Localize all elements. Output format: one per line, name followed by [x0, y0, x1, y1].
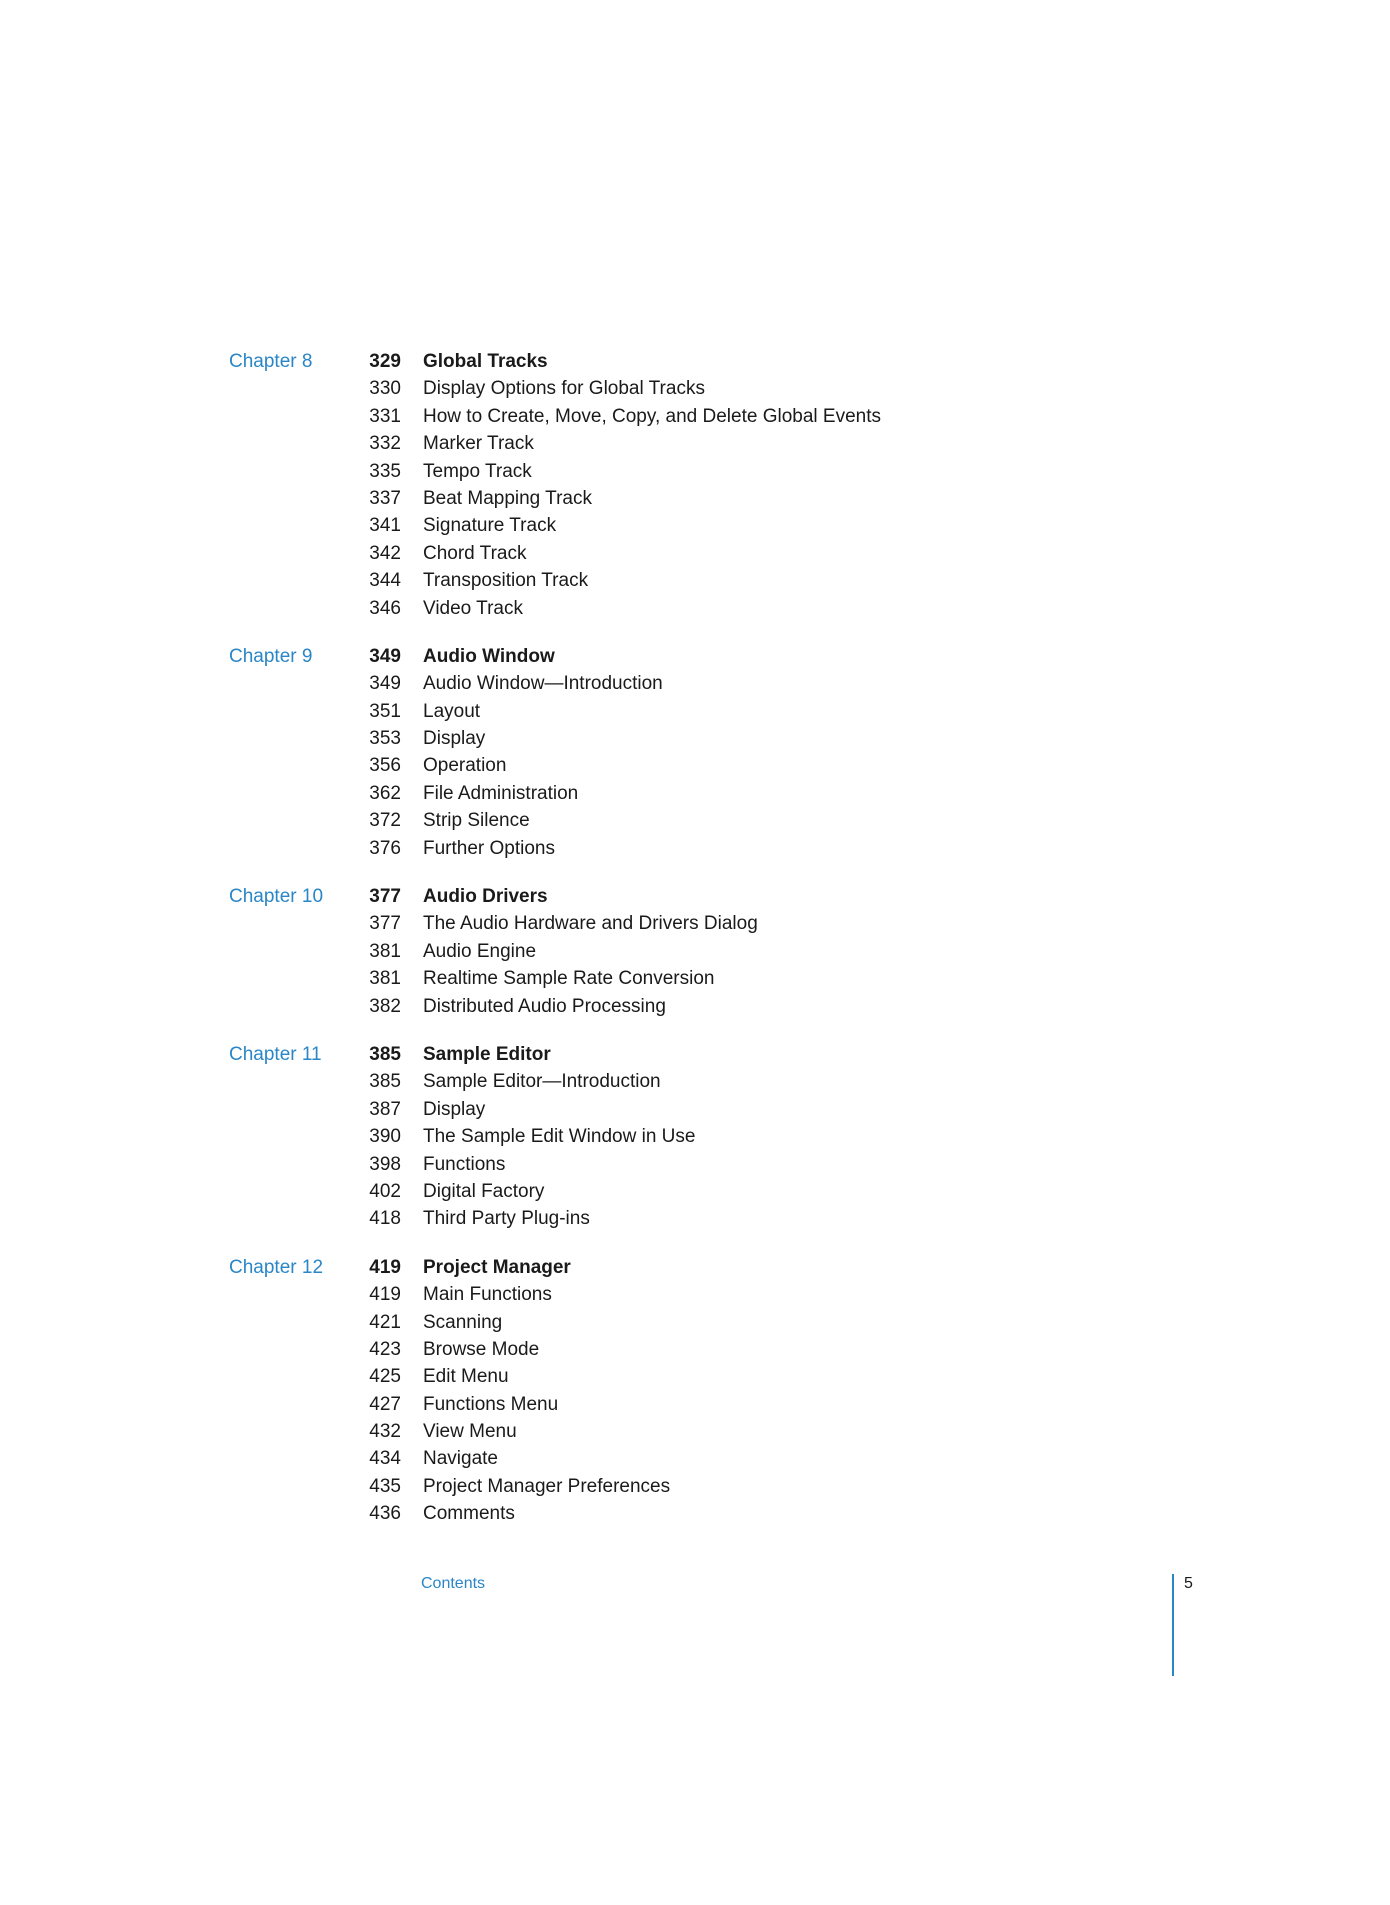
toc-entry[interactable]	[0, 1473, 1390, 1500]
entry-title: Audio Window—Introduction	[423, 673, 663, 695]
entry-page-number: 356	[369, 755, 401, 777]
toc-entry[interactable]	[0, 375, 1390, 402]
entry-page-number: 427	[369, 1393, 401, 1415]
entry-title: Functions Menu	[423, 1393, 559, 1415]
entry-title: Digital Factory	[423, 1180, 545, 1202]
entry-title: Layout	[423, 700, 481, 722]
entry-page-number: 342	[369, 542, 401, 564]
entry-title: Operation	[423, 755, 507, 777]
toc-entry[interactable]	[0, 670, 1390, 697]
toc-entry[interactable]	[0, 1391, 1390, 1418]
entry-page-number: 390	[369, 1126, 401, 1148]
chapter-label[interactable]: Chapter 12	[229, 1256, 324, 1278]
entry-page-number: 435	[369, 1475, 401, 1497]
entry-page-number: 351	[369, 700, 401, 722]
toc-entry[interactable]	[0, 1500, 1390, 1527]
entry-page-number: 331	[369, 405, 401, 427]
entry-page-number: 381	[369, 968, 401, 990]
entry-page-number: 425	[369, 1366, 401, 1388]
toc-entry[interactable]	[0, 1178, 1390, 1205]
entry-page-number: 332	[369, 433, 401, 455]
entry-page-number: 337	[369, 487, 401, 509]
toc-entry[interactable]	[0, 595, 1390, 622]
toc-entry[interactable]	[0, 938, 1390, 965]
entry-title: Further Options	[423, 837, 555, 859]
chapter-page-number: 377	[369, 886, 401, 908]
toc-entry[interactable]	[0, 993, 1390, 1020]
chapter-page-number: 349	[369, 645, 401, 667]
toc-entry[interactable]	[0, 1096, 1390, 1123]
chapter-label[interactable]: Chapter 9	[229, 645, 313, 667]
entry-title: Main Functions	[423, 1284, 552, 1306]
toc-entry[interactable]	[0, 910, 1390, 937]
entry-page-number: 421	[369, 1311, 401, 1333]
chapter-title: Project Manager	[423, 1256, 571, 1278]
chapter-page-number: 385	[369, 1043, 401, 1065]
toc-entry[interactable]	[0, 1281, 1390, 1308]
entry-title: Display	[423, 728, 486, 750]
toc-entry[interactable]	[0, 725, 1390, 752]
toc-entry[interactable]	[0, 512, 1390, 539]
chapter-block	[0, 883, 1390, 1020]
toc-entry[interactable]	[0, 485, 1390, 512]
entry-page-number: 382	[369, 995, 401, 1017]
entry-page-number: 418	[369, 1208, 401, 1230]
entry-page-number: 335	[369, 460, 401, 482]
entry-title: Browse Mode	[423, 1338, 540, 1360]
toc-entry[interactable]	[0, 1123, 1390, 1150]
entry-title: The Sample Edit Window in Use	[423, 1126, 696, 1148]
toc-entry[interactable]	[0, 1418, 1390, 1445]
toc-entry[interactable]	[0, 835, 1390, 862]
entry-title: The Audio Hardware and Drivers Dialog	[423, 913, 758, 935]
entry-page-number: 419	[369, 1284, 401, 1306]
chapter-block	[0, 1254, 1390, 1528]
chapter-page-number: 419	[369, 1256, 401, 1278]
entry-title: Sample Editor—Introduction	[423, 1071, 661, 1093]
chapter-heading-row[interactable]	[0, 348, 1390, 375]
entry-title: Display	[423, 1098, 486, 1120]
footer-divider	[1172, 1574, 1174, 1676]
entry-page-number: 432	[369, 1421, 401, 1443]
toc-entry[interactable]	[0, 965, 1390, 992]
entry-title: Strip Silence	[423, 810, 530, 832]
chapter-title: Audio Window	[423, 645, 555, 667]
entry-page-number: 423	[369, 1338, 401, 1360]
chapter-label[interactable]: Chapter 11	[229, 1043, 322, 1065]
entry-title: Marker Track	[423, 433, 534, 455]
footer-section-label: Contents	[421, 1575, 486, 1592]
entry-page-number: 398	[369, 1153, 401, 1175]
entry-page-number: 344	[369, 570, 401, 592]
entry-title: Comments	[423, 1503, 515, 1525]
chapter-title: Audio Drivers	[423, 886, 548, 908]
chapter-heading-row[interactable]	[0, 643, 1390, 670]
page-number: 5	[1184, 1575, 1193, 1592]
entry-title: File Administration	[423, 782, 579, 804]
chapter-heading-row[interactable]	[0, 1254, 1390, 1281]
entry-title: Distributed Audio Processing	[423, 995, 666, 1017]
chapter-label[interactable]: Chapter 10	[229, 886, 324, 908]
entry-page-number: 434	[369, 1448, 401, 1470]
chapter-page-number: 329	[369, 351, 401, 372]
toc-entry[interactable]	[0, 1445, 1390, 1472]
toc-entry[interactable]	[0, 1205, 1390, 1232]
toc-entry[interactable]	[0, 567, 1390, 594]
chapter-block	[0, 1041, 1390, 1233]
entry-page-number: 377	[369, 913, 401, 935]
chapter-heading-row[interactable]	[0, 883, 1390, 910]
chapter-title: Global Tracks	[423, 351, 548, 372]
chapter-block	[0, 348, 1390, 622]
chapter-label[interactable]: Chapter 8	[229, 351, 313, 372]
entry-title: Signature Track	[423, 515, 557, 537]
entry-title: Scanning	[423, 1311, 503, 1333]
chapter-block	[0, 643, 1390, 862]
toc-entry[interactable]	[0, 403, 1390, 430]
entry-page-number: 349	[369, 673, 401, 695]
chapter-heading-row[interactable]	[0, 1041, 1390, 1068]
entry-page-number: 436	[369, 1503, 401, 1525]
toc-entry[interactable]	[0, 1336, 1390, 1363]
entry-page-number: 402	[369, 1180, 401, 1202]
entry-page-number: 341	[369, 515, 401, 537]
entry-title: View Menu	[423, 1421, 517, 1443]
toc-entry[interactable]	[0, 807, 1390, 834]
entry-page-number: 381	[369, 940, 401, 962]
toc-entry[interactable]	[0, 1309, 1390, 1336]
entry-page-number: 353	[369, 728, 401, 750]
toc-entry[interactable]	[0, 430, 1390, 457]
toc-entry[interactable]	[0, 1068, 1390, 1095]
entry-page-number: 385	[369, 1071, 401, 1093]
entry-title: Display Options for Global Tracks	[423, 378, 705, 400]
entry-title: Third Party Plug-ins	[423, 1208, 590, 1230]
toc-entry[interactable]	[0, 752, 1390, 779]
entry-title: Transposition Track	[423, 570, 589, 592]
chapter-title: Sample Editor	[423, 1043, 551, 1065]
toc-entry[interactable]	[0, 1151, 1390, 1178]
entry-title: Edit Menu	[423, 1366, 509, 1388]
entry-page-number: 387	[369, 1098, 401, 1120]
table-of-contents	[0, 348, 1390, 1549]
entry-page-number: 372	[369, 810, 401, 832]
toc-entry[interactable]	[0, 1363, 1390, 1390]
entry-title: Audio Engine	[423, 940, 537, 962]
entry-page-number: 362	[369, 782, 401, 804]
toc-entry[interactable]	[0, 780, 1390, 807]
entry-title: Chord Track	[423, 542, 527, 564]
entry-title: Realtime Sample Rate Conversion	[423, 968, 715, 990]
entry-page-number: 346	[369, 597, 401, 619]
toc-entry[interactable]	[0, 540, 1390, 567]
entry-title: Tempo Track	[423, 460, 532, 482]
entry-title: Navigate	[423, 1448, 498, 1470]
toc-entry[interactable]	[0, 458, 1390, 485]
toc-entry[interactable]	[0, 698, 1390, 725]
entry-title: Functions	[423, 1153, 506, 1175]
entry-title: Beat Mapping Track	[423, 487, 592, 509]
entry-title: Project Manager Preferences	[423, 1475, 671, 1497]
entry-title: Video Track	[423, 597, 523, 619]
entry-page-number: 330	[369, 378, 401, 400]
entry-title: How to Create, Move, Copy, and Delete Global Events	[423, 405, 881, 427]
entry-page-number: 376	[369, 837, 401, 859]
